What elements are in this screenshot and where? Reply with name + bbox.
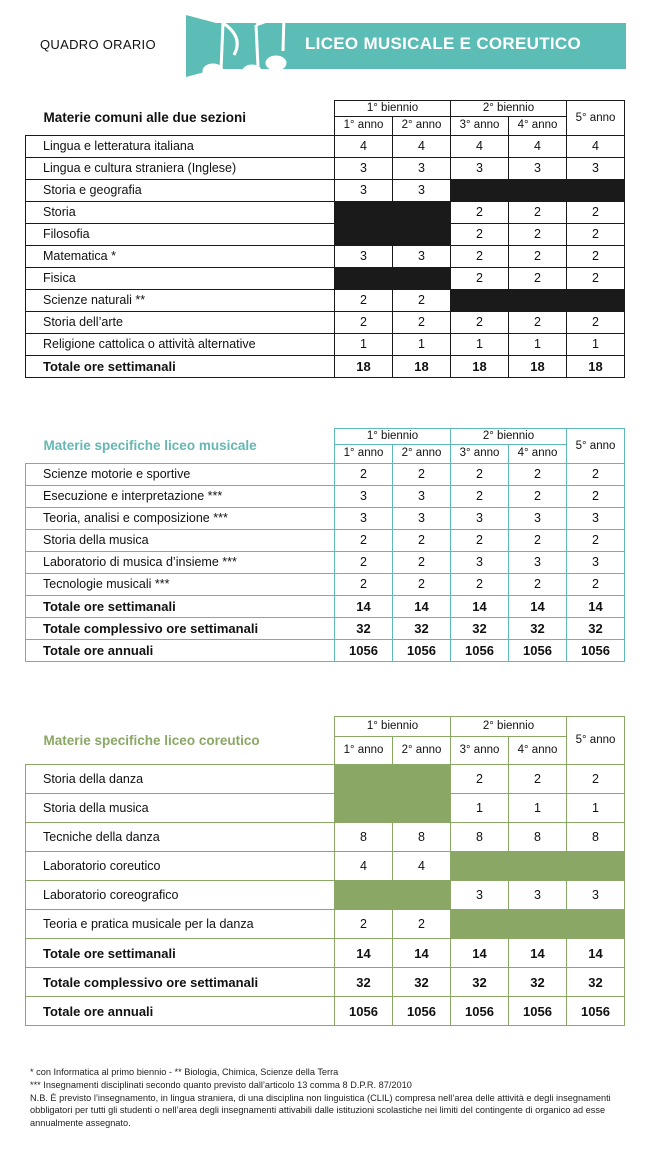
hours-cell: 3 — [393, 246, 451, 268]
hours-cell: 14 — [451, 939, 509, 968]
hours-cell: 2 — [567, 202, 625, 224]
subject-cell: Storia — [26, 202, 335, 224]
hours-cell: 2 — [509, 464, 567, 486]
subject-cell: Totale complessivo ore settimanali — [26, 618, 335, 640]
group-header-1: 1° biennio — [335, 429, 451, 445]
table-row — [26, 881, 625, 910]
hours-cell: 2 — [567, 268, 625, 290]
table-title: Materie comuni alle due sezioni — [43, 110, 247, 125]
table-row — [26, 224, 625, 246]
table-title: Materie specifiche liceo coreutico — [43, 732, 260, 748]
hours-cell: 4 — [567, 136, 625, 158]
hours-cell: 1056 — [509, 997, 567, 1026]
hours-cell: 4 — [509, 136, 567, 158]
hours-cell: 3 — [509, 508, 567, 530]
table-row — [26, 852, 625, 881]
hours-cell: 14 — [567, 596, 625, 618]
year-header: 3° anno — [451, 737, 509, 765]
table-row — [26, 823, 625, 852]
empty-cell — [393, 202, 451, 224]
empty-cell — [393, 224, 451, 246]
hours-cell: 2 — [567, 464, 625, 486]
hours-cell: 2 — [509, 486, 567, 508]
hours-cell: 4 — [335, 852, 393, 881]
hours-cell: 2 — [335, 464, 393, 486]
header-title: QUADRO ORARIO — [40, 37, 156, 52]
hours-cell: 3 — [509, 158, 567, 180]
table-row — [26, 136, 625, 158]
hours-cell: 2 — [509, 268, 567, 290]
hours-cell: 14 — [509, 596, 567, 618]
table-row — [26, 968, 625, 997]
hours-cell: 2 — [567, 574, 625, 596]
footnote-line: *** Insegnamenti disciplinati secondo quanto previsto dall’articolo 13 comma 8 D.P.R. 87/2010 — [30, 1079, 412, 1090]
hours-cell: 2 — [335, 552, 393, 574]
hours-cell: 1056 — [567, 640, 625, 662]
hours-cell: 2 — [567, 486, 625, 508]
hours-cell: 2 — [567, 246, 625, 268]
table-row — [26, 312, 625, 334]
subject-cell: Totale ore annuali — [26, 997, 335, 1026]
year-header: 2° anno — [393, 117, 451, 136]
hours-cell: 3 — [393, 486, 451, 508]
hours-cell: 2 — [567, 224, 625, 246]
year5-header: 5° anno — [567, 717, 625, 765]
hours-cell: 8 — [451, 823, 509, 852]
hours-cell: 32 — [451, 968, 509, 997]
hours-cell: 3 — [567, 552, 625, 574]
table-row — [26, 618, 625, 640]
subject-cell: Scienze naturali ** — [26, 290, 335, 312]
hours-cell: 1 — [567, 794, 625, 823]
empty-cell — [567, 180, 625, 202]
subject-cell: Teoria, analisi e composizione *** — [26, 508, 335, 530]
hours-cell: 1 — [451, 334, 509, 356]
empty-cell — [393, 268, 451, 290]
table-row — [26, 552, 625, 574]
hours-cell: 32 — [393, 968, 451, 997]
subject-cell: Esecuzione e interpretazione *** — [26, 486, 335, 508]
hours-cell: 1056 — [393, 997, 451, 1026]
hours-cell: 3 — [335, 246, 393, 268]
hours-cell: 2 — [451, 765, 509, 794]
table-row — [26, 180, 625, 202]
hours-cell: 2 — [335, 290, 393, 312]
hours-cell: 1 — [451, 794, 509, 823]
hours-cell: 2 — [451, 268, 509, 290]
hours-cell: 2 — [393, 530, 451, 552]
empty-cell — [335, 881, 393, 910]
hours-cell: 2 — [335, 530, 393, 552]
hours-cell: 32 — [509, 968, 567, 997]
table-row — [26, 596, 625, 618]
year5-header: 5° anno — [567, 429, 625, 464]
hours-cell: 4 — [393, 136, 451, 158]
subject-cell: Laboratorio coreutico — [26, 852, 335, 881]
subject-cell: Storia della danza — [26, 765, 335, 794]
hours-cell: 2 — [393, 464, 451, 486]
subject-cell: Storia della musica — [26, 794, 335, 823]
hours-cell: 2 — [393, 290, 451, 312]
table-row — [26, 574, 625, 596]
hours-cell: 14 — [509, 939, 567, 968]
hours-cell: 3 — [393, 180, 451, 202]
table-row — [26, 794, 625, 823]
empty-cell — [567, 910, 625, 939]
hours-cell: 2 — [567, 530, 625, 552]
banner-title: LICEO MUSICALE E COREUTICO — [305, 34, 582, 53]
group-header-1: 1° biennio — [335, 717, 451, 737]
hours-cell: 32 — [567, 968, 625, 997]
hours-cell: 3 — [393, 158, 451, 180]
hours-cell: 2 — [509, 765, 567, 794]
hours-cell: 2 — [451, 202, 509, 224]
hours-cell: 2 — [509, 202, 567, 224]
subject-cell: Storia e geografia — [26, 180, 335, 202]
hours-cell: 14 — [567, 939, 625, 968]
hours-cell: 2 — [509, 246, 567, 268]
hours-cell: 2 — [335, 574, 393, 596]
hours-cell: 2 — [509, 574, 567, 596]
hours-cell: 2 — [335, 312, 393, 334]
subject-cell: Storia della musica — [26, 530, 335, 552]
subject-cell: Totale complessivo ore settimanali — [26, 968, 335, 997]
hours-cell: 1 — [393, 334, 451, 356]
hours-cell: 3 — [509, 881, 567, 910]
table-row — [26, 910, 625, 939]
hours-cell: 32 — [335, 618, 393, 640]
table-materie-comuni — [25, 100, 625, 378]
hours-cell: 14 — [335, 939, 393, 968]
hours-cell: 1056 — [451, 997, 509, 1026]
table-row — [26, 765, 625, 794]
table-body — [26, 765, 625, 1026]
subject-cell: Totale ore annuali — [26, 640, 335, 662]
subject-cell: Totale ore settimanali — [26, 939, 335, 968]
hours-cell: 8 — [567, 823, 625, 852]
hours-cell: 14 — [393, 596, 451, 618]
subject-cell: Fisica — [26, 268, 335, 290]
hours-cell: 3 — [451, 158, 509, 180]
hours-cell: 1056 — [335, 997, 393, 1026]
hours-cell: 3 — [451, 881, 509, 910]
hours-cell: 1056 — [509, 640, 567, 662]
empty-cell — [451, 910, 509, 939]
table-row — [26, 202, 625, 224]
table-row — [26, 997, 625, 1026]
hours-cell: 2 — [393, 552, 451, 574]
hours-cell: 3 — [335, 158, 393, 180]
empty-cell — [335, 794, 393, 823]
table-row — [26, 158, 625, 180]
table-row — [26, 939, 625, 968]
empty-cell — [451, 180, 509, 202]
subject-cell: Lingua e cultura straniera (Inglese) — [26, 158, 335, 180]
hours-cell: 14 — [335, 596, 393, 618]
hours-cell: 3 — [567, 508, 625, 530]
empty-cell — [567, 852, 625, 881]
hours-cell: 2 — [393, 312, 451, 334]
table-row — [26, 246, 625, 268]
empty-cell — [509, 910, 567, 939]
hours-cell: 1056 — [335, 640, 393, 662]
hours-cell: 2 — [451, 224, 509, 246]
empty-cell — [509, 180, 567, 202]
hours-cell: 8 — [393, 823, 451, 852]
empty-cell — [393, 881, 451, 910]
empty-cell — [451, 290, 509, 312]
year-header: 4° anno — [509, 737, 567, 765]
hours-cell: 2 — [567, 312, 625, 334]
hours-cell: 1 — [509, 794, 567, 823]
group-header-2: 2° biennio — [451, 101, 567, 117]
year-header: 1° anno — [335, 737, 393, 765]
year-header: 4° anno — [509, 117, 567, 136]
table-row — [26, 530, 625, 552]
hours-cell: 18 — [451, 356, 509, 378]
hours-cell: 4 — [451, 136, 509, 158]
hours-cell: 2 — [509, 530, 567, 552]
hours-cell: 3 — [451, 508, 509, 530]
table-body — [26, 136, 625, 378]
table-row — [26, 268, 625, 290]
empty-cell — [335, 224, 393, 246]
hours-cell: 14 — [393, 939, 451, 968]
footnote-note: N.B. È previsto l’insegnamento, in lingua straniera, di una disciplina non linguistica (CLIL) compresa nell’area delle attività e degli insegnamenti obbligatori per tutti gli studenti o nell’area degli insegnamenti attivabili dalle istituzioni scolastiche nei limiti del contingente di organico ad esse annualmente assegnato. — [30, 1092, 611, 1129]
hours-cell: 2 — [451, 574, 509, 596]
hours-cell: 1056 — [567, 997, 625, 1026]
hours-cell: 3 — [335, 508, 393, 530]
hours-cell: 3 — [567, 158, 625, 180]
empty-cell — [393, 765, 451, 794]
footnotes — [30, 1066, 630, 1130]
subject-cell: Scienze motorie e sportive — [26, 464, 335, 486]
subject-cell: Matematica * — [26, 246, 335, 268]
group-header-2: 2° biennio — [451, 429, 567, 445]
subject-cell: Filosofia — [26, 224, 335, 246]
hours-cell: 2 — [451, 312, 509, 334]
hours-cell: 18 — [393, 356, 451, 378]
hours-cell: 2 — [509, 224, 567, 246]
hours-cell: 32 — [567, 618, 625, 640]
hours-cell: 1056 — [451, 640, 509, 662]
hours-cell: 18 — [509, 356, 567, 378]
year-header: 1° anno — [335, 117, 393, 136]
hours-cell: 32 — [451, 618, 509, 640]
hours-cell: 1 — [509, 334, 567, 356]
subject-cell: Tecniche della danza — [26, 823, 335, 852]
subject-cell: Tecnologie musicali *** — [26, 574, 335, 596]
hours-cell: 4 — [335, 136, 393, 158]
hours-cell: 3 — [393, 508, 451, 530]
year-header: 3° anno — [451, 445, 509, 464]
group-header-1: 1° biennio — [335, 101, 451, 117]
hours-cell: 2 — [451, 464, 509, 486]
year-header: 4° anno — [509, 445, 567, 464]
hours-cell: 2 — [451, 486, 509, 508]
table-row — [26, 508, 625, 530]
hours-cell: 2 — [567, 765, 625, 794]
hours-cell: 3 — [509, 552, 567, 574]
empty-cell — [335, 765, 393, 794]
subject-cell: Religione cattolica o attività alternative — [26, 334, 335, 356]
subject-cell: Totale ore settimanali — [26, 356, 335, 378]
year5-header: 5° anno — [567, 101, 625, 136]
empty-cell — [335, 202, 393, 224]
year-header: 2° anno — [393, 445, 451, 464]
empty-cell — [509, 852, 567, 881]
empty-cell — [567, 290, 625, 312]
empty-cell — [393, 794, 451, 823]
table-body — [26, 464, 625, 662]
table-liceo-musicale — [25, 428, 625, 662]
subject-cell: Totale ore settimanali — [26, 596, 335, 618]
hours-cell: 2 — [393, 574, 451, 596]
subject-cell: Laboratorio coreografico — [26, 881, 335, 910]
hours-cell: 2 — [451, 530, 509, 552]
hours-cell: 32 — [335, 968, 393, 997]
footnote-line: * con Informatica al primo biennio - ** Biologia, Chimica, Scienze della Terra — [30, 1067, 339, 1077]
hours-cell: 2 — [509, 312, 567, 334]
subject-cell: Lingua e letteratura italiana — [26, 136, 335, 158]
table-row — [26, 640, 625, 662]
hours-cell: 2 — [451, 246, 509, 268]
subject-cell: Storia dell’arte — [26, 312, 335, 334]
year-header: 2° anno — [393, 737, 451, 765]
hours-cell: 2 — [393, 910, 451, 939]
table-row — [26, 334, 625, 356]
hours-cell: 8 — [509, 823, 567, 852]
hours-cell: 14 — [451, 596, 509, 618]
group-header-2: 2° biennio — [451, 717, 567, 737]
hours-cell: 18 — [567, 356, 625, 378]
hours-cell: 3 — [335, 486, 393, 508]
table-liceo-coreutico — [25, 716, 625, 1026]
empty-cell — [451, 852, 509, 881]
subject-cell: Teoria e pratica musicale per la danza — [26, 910, 335, 939]
subject-cell: Laboratorio di musica d’insieme *** — [26, 552, 335, 574]
empty-cell — [335, 268, 393, 290]
hours-cell: 18 — [335, 356, 393, 378]
year-header: 1° anno — [335, 445, 393, 464]
hours-cell: 32 — [509, 618, 567, 640]
table-row — [26, 464, 625, 486]
hours-cell: 1 — [335, 334, 393, 356]
year-header: 3° anno — [451, 117, 509, 136]
hours-cell: 3 — [335, 180, 393, 202]
hours-cell: 8 — [335, 823, 393, 852]
hours-cell: 3 — [567, 881, 625, 910]
hours-cell: 1056 — [393, 640, 451, 662]
table-row — [26, 486, 625, 508]
hours-cell: 3 — [451, 552, 509, 574]
empty-cell — [509, 290, 567, 312]
table-row — [26, 290, 625, 312]
table-row — [26, 356, 625, 378]
hours-cell: 32 — [393, 618, 451, 640]
table-title: Materie specifiche liceo musicale — [43, 438, 257, 453]
hours-cell: 4 — [393, 852, 451, 881]
hours-cell: 2 — [335, 910, 393, 939]
hours-cell: 1 — [567, 334, 625, 356]
